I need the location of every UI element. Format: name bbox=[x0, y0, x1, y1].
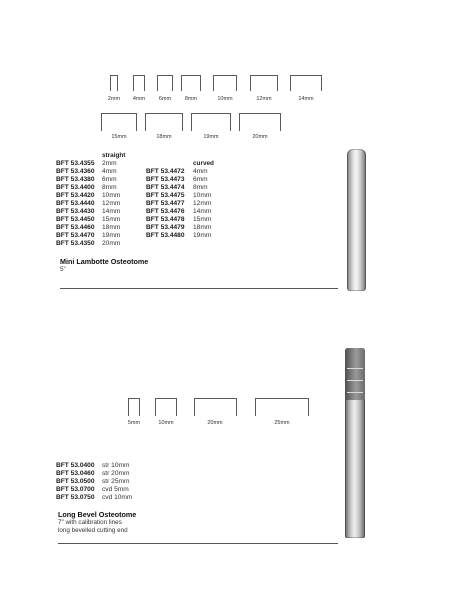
list-item bbox=[56, 486, 94, 494]
catalog-code: BFT 53.4473 bbox=[146, 176, 185, 183]
size-value: 15mm bbox=[193, 216, 212, 223]
tip-label: 19mm bbox=[203, 134, 219, 140]
list-item bbox=[146, 232, 184, 240]
item-description: str 10mm bbox=[102, 462, 130, 469]
item-description: cvd 10mm bbox=[102, 494, 133, 501]
size-value: 20mm bbox=[102, 240, 121, 247]
list-item bbox=[146, 176, 184, 184]
tip-label: 10mm bbox=[158, 420, 174, 426]
tip-label: 15mm bbox=[111, 134, 127, 140]
list-item bbox=[146, 208, 184, 216]
size-value: 8mm bbox=[102, 184, 117, 191]
list-item bbox=[193, 232, 211, 240]
size-value: 10mm bbox=[193, 192, 212, 199]
size-value: 19mm bbox=[193, 232, 212, 239]
catalog-code: BFT 53.4460 bbox=[56, 224, 95, 231]
product-description-line: long bevelled cutting end bbox=[58, 527, 128, 534]
list-item bbox=[102, 486, 129, 494]
section-divider bbox=[58, 543, 338, 544]
list-item bbox=[56, 470, 94, 478]
tip-outline-20mm bbox=[239, 113, 281, 131]
catalog-code: BFT 53.4479 bbox=[146, 224, 185, 231]
catalog-code: BFT 53.4477 bbox=[146, 200, 185, 207]
list-item bbox=[56, 462, 94, 470]
list-item bbox=[193, 184, 208, 192]
product-description-line: 7" with calibration lines bbox=[58, 519, 122, 526]
list-item bbox=[102, 200, 120, 208]
catalog-code: BFT 53.4474 bbox=[146, 184, 185, 191]
tip-outline-2mm bbox=[110, 75, 118, 91]
list-item bbox=[56, 240, 94, 248]
tip-outline-20mm bbox=[194, 398, 237, 416]
list-item bbox=[193, 168, 208, 176]
header-straight: straight bbox=[102, 152, 126, 159]
tip-label: 2mm bbox=[107, 96, 121, 102]
tip-label: 6mm bbox=[158, 96, 172, 102]
list-item bbox=[193, 216, 211, 224]
product-title: Mini Lambotte Osteotome bbox=[60, 257, 149, 266]
size-value: 6mm bbox=[102, 176, 117, 183]
catalog-code: BFT 53.4476 bbox=[146, 208, 185, 215]
tip-label: 10mm bbox=[217, 96, 233, 102]
list-item bbox=[102, 240, 120, 248]
catalog-code: BFT 53.0400 bbox=[56, 462, 95, 469]
catalog-code: BFT 53.4470 bbox=[56, 232, 95, 239]
catalog-code: BFT 53.4380 bbox=[56, 176, 95, 183]
tip-outline-10mm bbox=[213, 75, 237, 91]
list-item bbox=[193, 208, 211, 216]
tip-label: 5mm bbox=[127, 420, 141, 426]
list-item bbox=[102, 168, 117, 176]
catalog-code: BFT 53.4355 bbox=[56, 160, 95, 167]
tip-outline-15mm bbox=[101, 113, 137, 131]
tip-outline-14mm bbox=[290, 75, 322, 91]
catalog-code: BFT 53.4478 bbox=[146, 216, 185, 223]
catalog-code: BFT 53.0500 bbox=[56, 478, 95, 485]
calibration-line bbox=[347, 392, 363, 393]
catalog-code: BFT 53.0700 bbox=[56, 486, 95, 493]
list-item bbox=[56, 160, 94, 168]
list-item bbox=[146, 192, 184, 200]
tip-label: 12mm bbox=[256, 96, 272, 102]
list-item bbox=[102, 208, 120, 216]
list-item bbox=[56, 176, 94, 184]
list-item bbox=[102, 176, 117, 184]
list-item bbox=[102, 184, 117, 192]
list-item bbox=[56, 216, 94, 224]
long-bevel-osteotome-image bbox=[345, 348, 365, 538]
calibration-line bbox=[347, 368, 363, 369]
catalog-code: BFT 53.4480 bbox=[146, 232, 185, 239]
list-item bbox=[56, 200, 94, 208]
list-item bbox=[102, 478, 129, 486]
tip-outline-18mm bbox=[145, 113, 183, 131]
list-item bbox=[146, 224, 184, 232]
list-item bbox=[56, 494, 94, 502]
list-item bbox=[102, 232, 120, 240]
catalog-code: BFT 53.4430 bbox=[56, 208, 95, 215]
list-item bbox=[146, 184, 184, 192]
tip-label: 14mm bbox=[298, 96, 314, 102]
list-item bbox=[102, 160, 117, 168]
list-item bbox=[56, 224, 94, 232]
tip-label: 18mm bbox=[156, 134, 172, 140]
size-value: 4mm bbox=[102, 168, 117, 175]
item-description: str 20mm bbox=[102, 470, 130, 477]
size-value: 8mm bbox=[193, 184, 208, 191]
size-value: 4mm bbox=[193, 168, 208, 175]
header-curved: curved bbox=[193, 160, 214, 167]
list-item bbox=[56, 168, 94, 176]
tip-label: 4mm bbox=[132, 96, 146, 102]
catalog-code: BFT 53.0460 bbox=[56, 470, 95, 477]
size-value: 18mm bbox=[193, 224, 212, 231]
list-item bbox=[102, 462, 129, 470]
tip-outline-19mm bbox=[191, 113, 231, 131]
tip-label: 20mm bbox=[252, 134, 268, 140]
size-value: 18mm bbox=[102, 224, 121, 231]
list-item bbox=[56, 208, 94, 216]
list-item bbox=[56, 184, 94, 192]
tip-label: 20mm bbox=[207, 420, 223, 426]
size-value: 19mm bbox=[102, 232, 121, 239]
tip-outline-25mm bbox=[255, 398, 309, 416]
catalog-code: BFT 53.4350 bbox=[56, 240, 95, 247]
size-value: 2mm bbox=[102, 160, 117, 167]
tip-outline-4mm bbox=[133, 75, 145, 91]
item-description: str 25mm bbox=[102, 478, 130, 485]
item-description: cvd 5mm bbox=[102, 486, 129, 493]
tip-outline-5mm bbox=[128, 398, 140, 416]
list-item bbox=[102, 470, 129, 478]
product-title: Long Bevel Osteotome bbox=[58, 510, 137, 519]
section-divider bbox=[60, 288, 338, 289]
catalog-code: BFT 53.4400 bbox=[56, 184, 95, 191]
tip-outline-8mm bbox=[181, 75, 201, 91]
size-value: 15mm bbox=[102, 216, 121, 223]
list-item bbox=[102, 192, 120, 200]
mini-lambotte-osteotome-image bbox=[347, 149, 366, 291]
size-value: 6mm bbox=[193, 176, 208, 183]
catalog-code: BFT 53.4450 bbox=[56, 216, 95, 223]
list-item bbox=[193, 224, 211, 232]
tip-outline-6mm bbox=[157, 75, 173, 91]
tip-label: 8mm bbox=[184, 96, 198, 102]
size-value: 14mm bbox=[193, 208, 212, 215]
tip-outline-10mm bbox=[155, 398, 177, 416]
list-item bbox=[193, 200, 211, 208]
list-item bbox=[56, 192, 94, 200]
size-value: 14mm bbox=[102, 208, 121, 215]
list-item bbox=[56, 232, 94, 240]
list-item bbox=[102, 224, 120, 232]
tip-label: 25mm bbox=[274, 420, 290, 426]
list-item bbox=[102, 216, 120, 224]
catalog-code: BFT 53.4420 bbox=[56, 192, 95, 199]
tip-outline-12mm bbox=[250, 75, 278, 91]
list-item bbox=[56, 478, 94, 486]
size-value: 12mm bbox=[102, 200, 121, 207]
list-item bbox=[146, 200, 184, 208]
catalog-code: BFT 53.4440 bbox=[56, 200, 95, 207]
list-item bbox=[146, 216, 184, 224]
catalog-code: BFT 53.4475 bbox=[146, 192, 185, 199]
catalog-code: BFT 53.4472 bbox=[146, 168, 185, 175]
list-item bbox=[193, 176, 208, 184]
product-subtitle: 5" bbox=[60, 266, 66, 273]
calibration-line bbox=[347, 380, 363, 381]
size-value: 10mm bbox=[102, 192, 121, 199]
size-value: 12mm bbox=[193, 200, 212, 207]
list-item bbox=[193, 192, 211, 200]
list-item bbox=[102, 494, 132, 502]
catalog-code: BFT 53.0750 bbox=[56, 494, 95, 501]
catalog-code: BFT 53.4360 bbox=[56, 168, 95, 175]
list-item bbox=[146, 168, 184, 176]
